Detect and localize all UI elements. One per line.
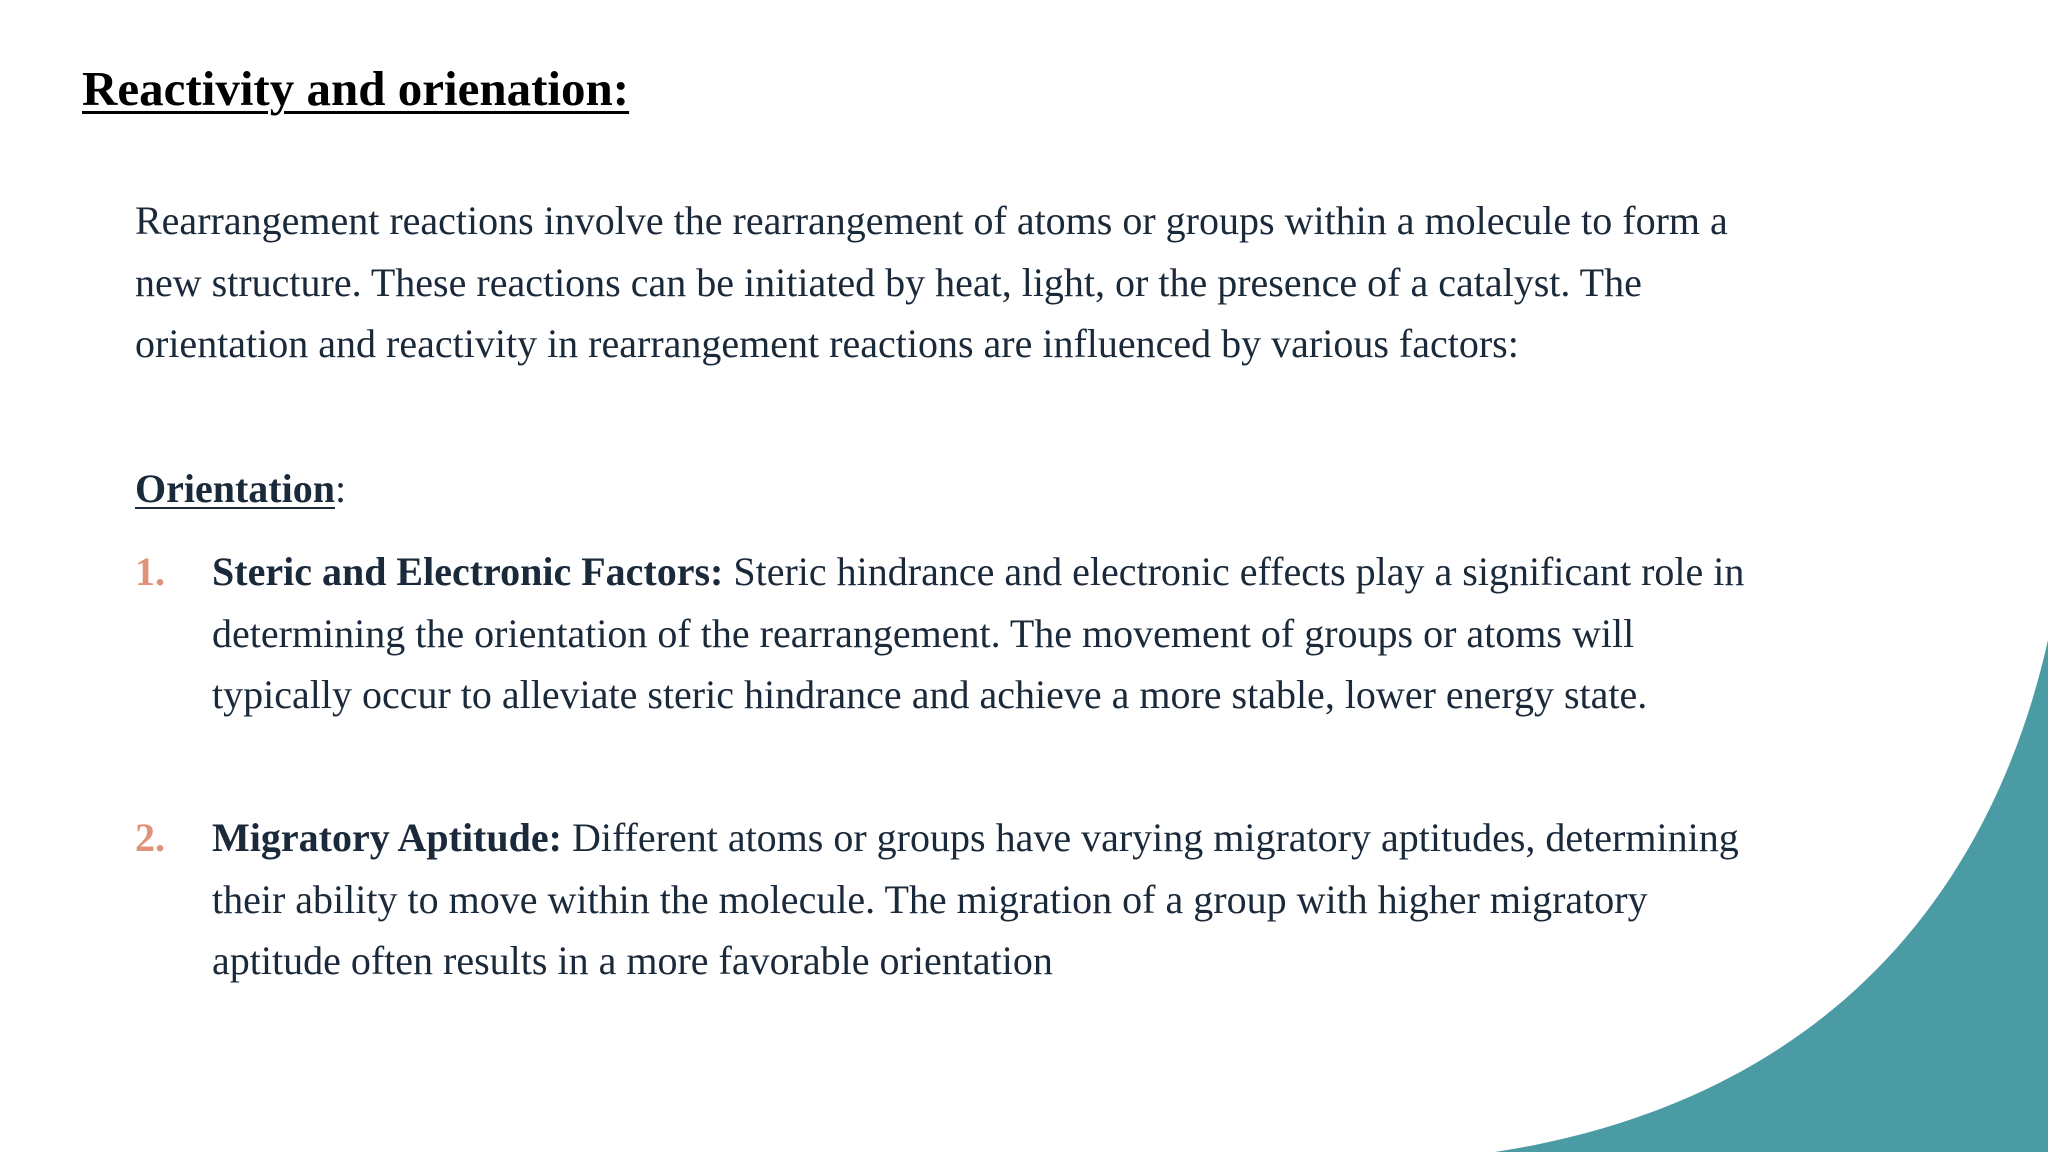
orientation-subheading <box>135 458 346 519</box>
list-item-body <box>212 541 1775 726</box>
list-item-steric <box>135 541 1775 726</box>
list-number: 2. <box>135 815 165 860</box>
slide-title: Reactivity and orienation: <box>82 61 630 116</box>
list-item-term: Migratory Aptitude: <box>212 815 562 860</box>
orientation-colon: : <box>334 466 347 511</box>
list-item-body <box>212 807 1775 992</box>
list-item-text: Different atoms or groups have varying migratory aptitudes, determining their ability to move within the molecule. The migration of a group with higher migratory aptitude often results in a more favorable orientation <box>212 815 1739 983</box>
orientation-label: Orientation <box>135 466 335 511</box>
list-item-migratory <box>135 807 1775 992</box>
list-number: 1. <box>135 549 165 594</box>
list-item-term: Steric and Electronic Factors: <box>212 549 724 594</box>
intro-paragraph: Rearrangement reactions involve the rearrangement of atoms or groups within a molecule to form a new structure. These reactions can be initiated by heat, light, or the presence of a catalyst. The orientation and reactivity in rearrangement reactions are influenced by various factors: <box>135 198 1728 366</box>
list-item-text: Steric hindrance and electronic effects play a significant role in determining the orientation of the rearrangement. The movement of groups or atoms will typically occur to alleviate steric hindrance and achieve a more stable, lower energy state. <box>212 549 1745 717</box>
